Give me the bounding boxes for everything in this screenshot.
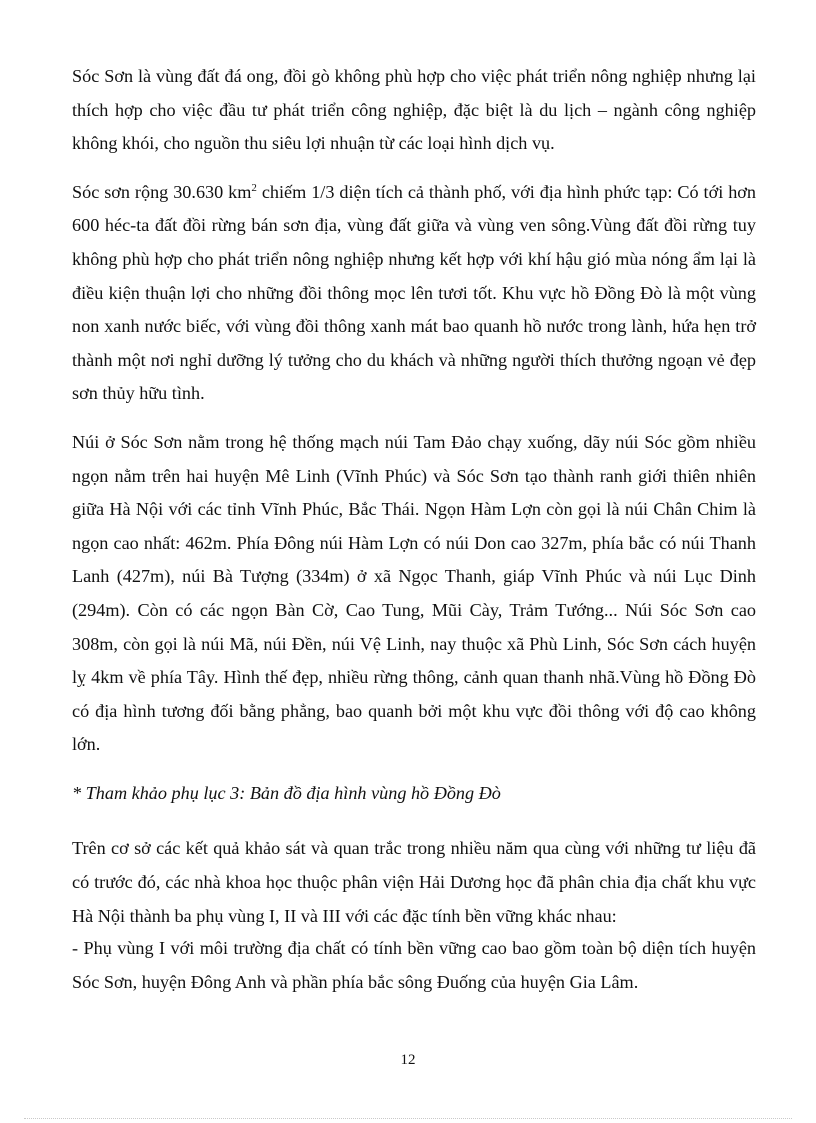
area-text-rest: chiếm 1/3 diện tích cả thành phố, với địa hình phức tạp: Có tới hơn 600 héc-ta đất đồi rừng bán sơn địa, vùng đất giữa và vùng ven sông.Vùng đất đồi rừng tuy không phù hợp cho phát triển nông nghiệp nhưng kết hợp với khí hậu gió mùa nóng ẩm lại là điều kiện thuận lợi cho những đồi thông mọc lên tươi tốt. Khu vực hồ Đồng Đò là một vùng non xanh nước biếc, với vùng đồi thông xanh mát bao quanh hồ nước trong lành, hứa hẹn trở thành một nơi nghỉ dưỡng lý tưởng cho du khách và những người thích thưởng ngoạn vẻ đẹp sơn thủy hữu tình. [72, 181, 757, 404]
area-text-start: Sóc sơn rộng 30.630 km [72, 181, 252, 202]
paragraph-geology-zones: Trên cơ sở các kết quả khảo sát và quan trắc trong nhiều năm qua cùng với những tư liệu đã có trước đó, các nhà khoa học thuộc phân viện Hải Dương học đã phân chia địa chất khu vực Hà Nội thành ba phụ vùng I, II và III với các đặc tính bền vững khác nhau: [72, 838, 756, 926]
list-item-subzone-1: - Phụ vùng I với môi trường địa chất có tính bền vững cao bao gồm toàn bộ diện tích huyện Sóc Sơn, huyện Đông Anh và phần phía bắc sông Đuống của huyện Gia Lâm. [72, 938, 756, 992]
paragraph-soc-son-land: Sóc Sơn là vùng đất đá ong, đồi gò không phù hợp cho việc phát triển nông nghiệp nhưng lại thích hợp cho việc đầu tư phát triển công nghiệp, đặc biệt là du lịch – ngành công nghiệp không khói, cho nguồn thu siêu lợi nhuận từ các loại hình dịch vụ. [72, 66, 756, 154]
paragraph-mountains: Núi ở Sóc Sơn nằm trong hệ thống mạch núi Tam Đảo chạy xuống, dãy núi Sóc gồm nhiều ngọn nằm trên hai huyện Mê Linh (Vĩnh Phúc) và Sóc Sơn tạo thành ranh giới thiên nhiên giữa Hà Nội với các tỉnh Vĩnh Phúc, Bắc Thái. Ngọn Hàm Lợn còn gọi là núi Chân Chim là ngọn cao nhất: 462m. Phía Đông núi Hàm Lợn có núi Don cao 327m, phía bắc có núi Thanh Lanh (427m), núi Bà Tượng (334m) ở xã Ngọc Thanh, giáp Vĩnh Phúc và núi Lục Dinh (294m). Còn có các ngọn Bàn Cờ, Cao Tung, Mũi Cày, Trảm Tướng... Núi Sóc Sơn cao 308m, còn gọi là núi Mã, núi Đền, núi Vệ Linh, nay thuộc xã Phù Linh, Sóc Sơn cách huyện lỵ 4km về phía Tây. Hình thế đẹp, nhiều rừng thông, cảnh quan thanh nhã.Vùng hồ Đồng Đò có địa hình tương đối bằng phẳng, bao quanh bởi một khu vực đồi thông với độ cao không lớn. [72, 431, 756, 755]
paragraph-soc-son-area [72, 176, 756, 411]
page-number: 12 [400, 1052, 416, 1068]
area-superscript: 2 [251, 181, 257, 194]
appendix-note: * Tham khảo phụ lục 3: Bản đồ địa hình vùng hồ Đồng Đò [72, 782, 501, 803]
page-bottom-border [24, 1118, 792, 1119]
document-page [72, 60, 756, 999]
